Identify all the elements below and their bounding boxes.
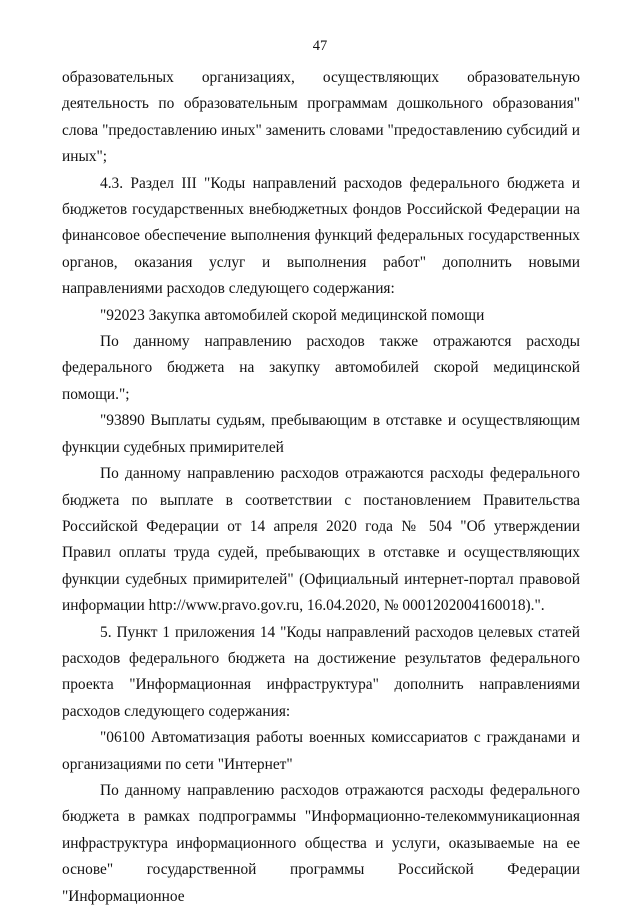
- paragraph-code-92023: "92023 Закупка автомобилей скорой медицинской помощи: [100, 306, 485, 324]
- page-number: 47: [312, 38, 328, 54]
- document-body: [62, 65, 580, 910]
- paragraph-code-93890-description: По данному направлению расходов отражаются расходы федерального бюджета по выплате в соответствии с постановлением Правительства Российской Федерации от 14 апреля 2020 года № 504 "Об утверждении Правил оплаты труда судей, пребывающих в отставке и осуществляющих функции судебных примирителей" (Официальный интернет-портал правовой информации http://www.pravo.gov.ru, 16.04.2020, № 0001202004160018).".: [62, 465, 580, 615]
- paragraph-code-06100: "06100 Автоматизация работы военных комиссариатов с гражданами и организациями по сети "Интернет": [62, 729, 580, 773]
- paragraph-section-4-3: 4.3. Раздел III "Коды направлений расходов федерального бюджета и бюджетов государственных внебюджетных фондов Российской Федерации на финансовое обеспечение выполнения функций федеральных государственных органов, оказания услуг и выполнения работ" дополнить новыми направлениями расходов следующего содержания:: [62, 174, 580, 298]
- paragraph-code-06100-description: По данному направлению расходов отражаются расходы федерального бюджета в рамках подпрограммы "Информационно-телекоммуникационная инфраструктура информационного общества и услуги, оказываемые на ее основе" государственной программы Российской Федерации "Информационное: [62, 781, 580, 905]
- paragraph-1-continuation: образовательных организациях, осуществляющих образовательную деятельность по образовательным программам дошкольного образования" слова "предоставлению иных" заменить словами "предоставлению субсидий и иных";: [62, 69, 580, 166]
- paragraph-section-5: 5. Пункт 1 приложения 14 "Коды направлений расходов целевых статей расходов федерального бюджета на достижение результатов федерального проекта "Информационная инфраструктура" дополнить направлениями расходов следующего содержания:: [62, 623, 580, 720]
- paragraph-code-93890: "93890 Выплаты судьям, пребывающим в отставке и осуществляющим функции судебных примирителей: [62, 412, 580, 456]
- paragraph-code-92023-description: По данному направлению расходов также отражаются расходы федерального бюджета на закупку автомобилей скорой медицинской помощи.";: [62, 333, 580, 403]
